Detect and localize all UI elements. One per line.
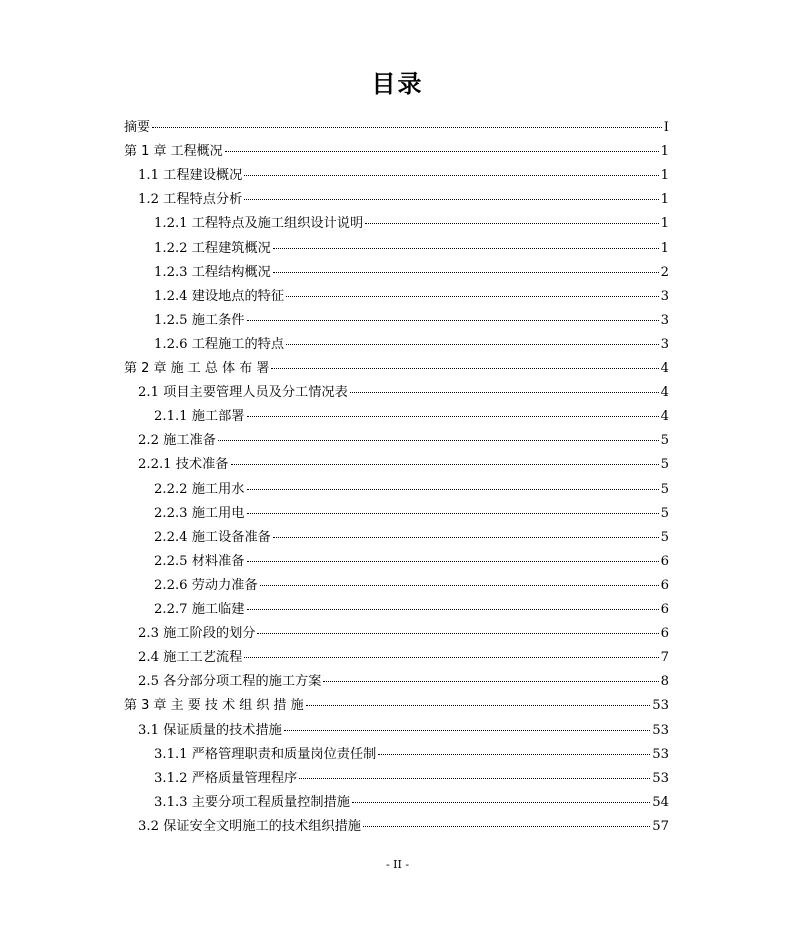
toc-entry-page-number: 57: [652, 818, 669, 834]
toc-entry-label: 1.2.6 工程施工的特点: [154, 336, 285, 352]
toc-leader-dots: [306, 705, 651, 706]
toc-entry-page-number: 5: [660, 481, 669, 497]
toc-entry-page-number: 3: [660, 336, 669, 352]
toc-entry[interactable]: [154, 288, 669, 306]
toc-leader-dots: [350, 392, 659, 393]
toc-entry-label: 第 2 章 施 工 总 体 布 署: [124, 361, 270, 376]
toc-entry-page-number: 6: [660, 602, 669, 617]
toc-entry-page-number: 6: [660, 626, 669, 642]
toc-leader-dots: [286, 344, 659, 345]
toc-entry-page-number: 7: [660, 650, 669, 666]
toc-leader-dots: [244, 199, 658, 200]
toc-leader-dots: [352, 802, 650, 803]
toc-entry-page-number: 1: [660, 240, 669, 256]
toc-entry-page-number: 6: [660, 553, 669, 569]
toc-entry-page-number: 4: [660, 361, 669, 376]
toc-leader-dots: [273, 537, 659, 538]
toc-entry-page-number: 1: [660, 216, 669, 232]
toc-entry[interactable]: [138, 649, 669, 667]
toc-entry-label: 1.2.3 工程结构概况: [154, 264, 271, 280]
toc-entry-page-number: 53: [652, 722, 669, 738]
toc-entry[interactable]: [138, 818, 669, 836]
toc-entry-label: 2.2.4 施工设备准备: [154, 529, 271, 545]
toc-entry[interactable]: [154, 529, 669, 547]
toc-entry-label: 3.1.2 严格质量管理程序: [154, 770, 298, 786]
toc-entry[interactable]: [138, 673, 669, 691]
toc-entry-label: 2.3 施工阶段的划分: [138, 626, 256, 642]
toc-entry-label: 摘要: [124, 120, 151, 135]
toc-entry-label: 2.2.1 技术准备: [138, 457, 229, 473]
toc-leader-dots: [152, 127, 662, 128]
toc-entry-label: 3.1.1 严格管理职责和质量岗位责任制: [154, 746, 377, 762]
toc-entry-page-number: 5: [660, 505, 669, 521]
toc-entry[interactable]: [138, 432, 669, 450]
toc-leader-dots: [247, 489, 659, 490]
toc-entry-page-number: 1: [660, 168, 669, 184]
toc-entry[interactable]: [154, 264, 669, 282]
toc-entry-page-number: 5: [660, 433, 669, 449]
toc-entry[interactable]: [154, 408, 669, 426]
toc-entry-label: 1.2.2 工程建筑概况: [154, 240, 271, 256]
toc-entry[interactable]: [154, 746, 669, 764]
toc-leader-dots: [225, 151, 659, 152]
toc-entry-page-number: 54: [652, 794, 669, 810]
toc-entry-page-number: 5: [660, 457, 669, 473]
toc-entry[interactable]: [154, 505, 669, 523]
toc-leader-dots: [284, 730, 650, 731]
toc-leader-dots: [365, 223, 658, 224]
toc-entry-page-number: 2: [660, 264, 669, 280]
toc-entry-label: 2.2.5 材料准备: [154, 553, 245, 569]
toc-entry-page-number: 4: [660, 409, 669, 425]
toc-entry-page-number: 3: [660, 288, 669, 304]
page-footer: - II -: [385, 858, 410, 871]
toc-entry[interactable]: [154, 577, 669, 595]
toc-leader-dots: [286, 296, 659, 297]
toc-entry[interactable]: [124, 119, 669, 137]
toc-leader-dots: [378, 754, 650, 755]
toc-entry[interactable]: [124, 697, 669, 715]
toc-leader-dots: [247, 609, 659, 610]
toc-entry[interactable]: [154, 601, 669, 619]
toc-entry-label: 2.1 项目主要管理人员及分工情况表: [138, 385, 348, 401]
toc-entry[interactable]: [154, 794, 669, 812]
toc-entry[interactable]: [138, 625, 669, 643]
toc-leader-dots: [299, 778, 650, 779]
toc-entry-page-number: 1: [660, 192, 669, 208]
toc-entry[interactable]: [138, 167, 669, 185]
toc-entry-page-number: 3: [660, 312, 669, 328]
toc-entry-label: 1.2.5 施工条件: [154, 312, 245, 328]
toc-leader-dots: [247, 416, 659, 417]
toc-entry-label: 1.2 工程特点分析: [138, 192, 243, 208]
toc-leader-dots: [247, 561, 659, 562]
toc-entry[interactable]: [138, 384, 669, 402]
toc-entry-page-number: 8: [660, 674, 669, 690]
toc-entry-label: 1.2.1 工程特点及施工组织设计说明: [154, 216, 364, 232]
toc-entry-page-number: 5: [660, 529, 669, 545]
toc-entry[interactable]: [154, 240, 669, 258]
toc-leader-dots: [273, 272, 659, 273]
toc-entry-label: 第 3 章 主 要 技 术 组 织 措 施: [124, 698, 304, 714]
toc-entry-label: 2.2 施工准备: [138, 433, 216, 449]
toc-entry[interactable]: [154, 770, 669, 788]
toc-entry-label: 2.2.6 劳动力准备: [154, 577, 258, 593]
toc-entry[interactable]: [154, 481, 669, 499]
toc-entry-page-number: 53: [652, 770, 669, 786]
toc-entry-label: 1.1 工程建设概况: [138, 168, 243, 184]
toc-entry-page-number: 4: [660, 385, 669, 401]
toc-leader-dots: [260, 585, 659, 586]
toc-entry[interactable]: [154, 312, 669, 330]
toc-entry-label: 2.1.1 施工部署: [154, 409, 245, 425]
toc-entry-label: 3.2 保证安全文明施工的技术组织措施: [138, 818, 361, 834]
toc-entry-page-number: 53: [652, 746, 669, 762]
toc-leader-dots: [363, 826, 650, 827]
toc-entry-label: 2.4 施工工艺流程: [138, 650, 243, 666]
toc-entry-label: 2.2.2 施工用水: [154, 481, 245, 497]
page-title: 目录: [371, 70, 424, 98]
toc-entry-page-number: 53: [652, 698, 669, 714]
toc-entry[interactable]: [154, 336, 669, 354]
toc-leader-dots: [271, 368, 658, 369]
toc-leader-dots: [323, 681, 658, 682]
toc-entry-label: 3.1.3 主要分项工程质量控制措施: [154, 794, 350, 810]
toc-leader-dots: [244, 175, 658, 176]
toc-entry-label: 2.5 各分部分项工程的施工方案: [138, 674, 322, 690]
toc-entry-label: 3.1 保证质量的技术措施: [138, 722, 282, 738]
toc-entry[interactable]: [154, 215, 669, 233]
toc-entry-label: 2.2.3 施工用电: [154, 505, 245, 521]
toc-leader-dots: [231, 464, 659, 465]
toc-leader-dots: [257, 633, 658, 634]
toc-entry[interactable]: [138, 722, 669, 740]
toc-entry[interactable]: [124, 143, 669, 161]
toc-leader-dots: [218, 440, 659, 441]
toc-leader-dots: [244, 657, 658, 658]
toc-entry-label: 2.2.7 施工临建: [154, 602, 245, 617]
toc-entry-label: 1.2.4 建设地点的特征: [154, 288, 285, 304]
toc-entry[interactable]: [154, 553, 669, 571]
toc-leader-dots: [273, 248, 659, 249]
toc-entry-page-number: 1: [660, 144, 669, 160]
toc-entry-page-number: 6: [660, 577, 669, 593]
toc-entry[interactable]: [124, 360, 669, 378]
toc-leader-dots: [247, 320, 659, 321]
toc-entry[interactable]: [138, 191, 669, 209]
toc-leader-dots: [247, 513, 659, 514]
toc-entry[interactable]: [138, 456, 669, 474]
toc-entry-page-number: I: [663, 120, 669, 135]
toc-entry-label: 第 1 章 工程概况: [124, 144, 223, 160]
